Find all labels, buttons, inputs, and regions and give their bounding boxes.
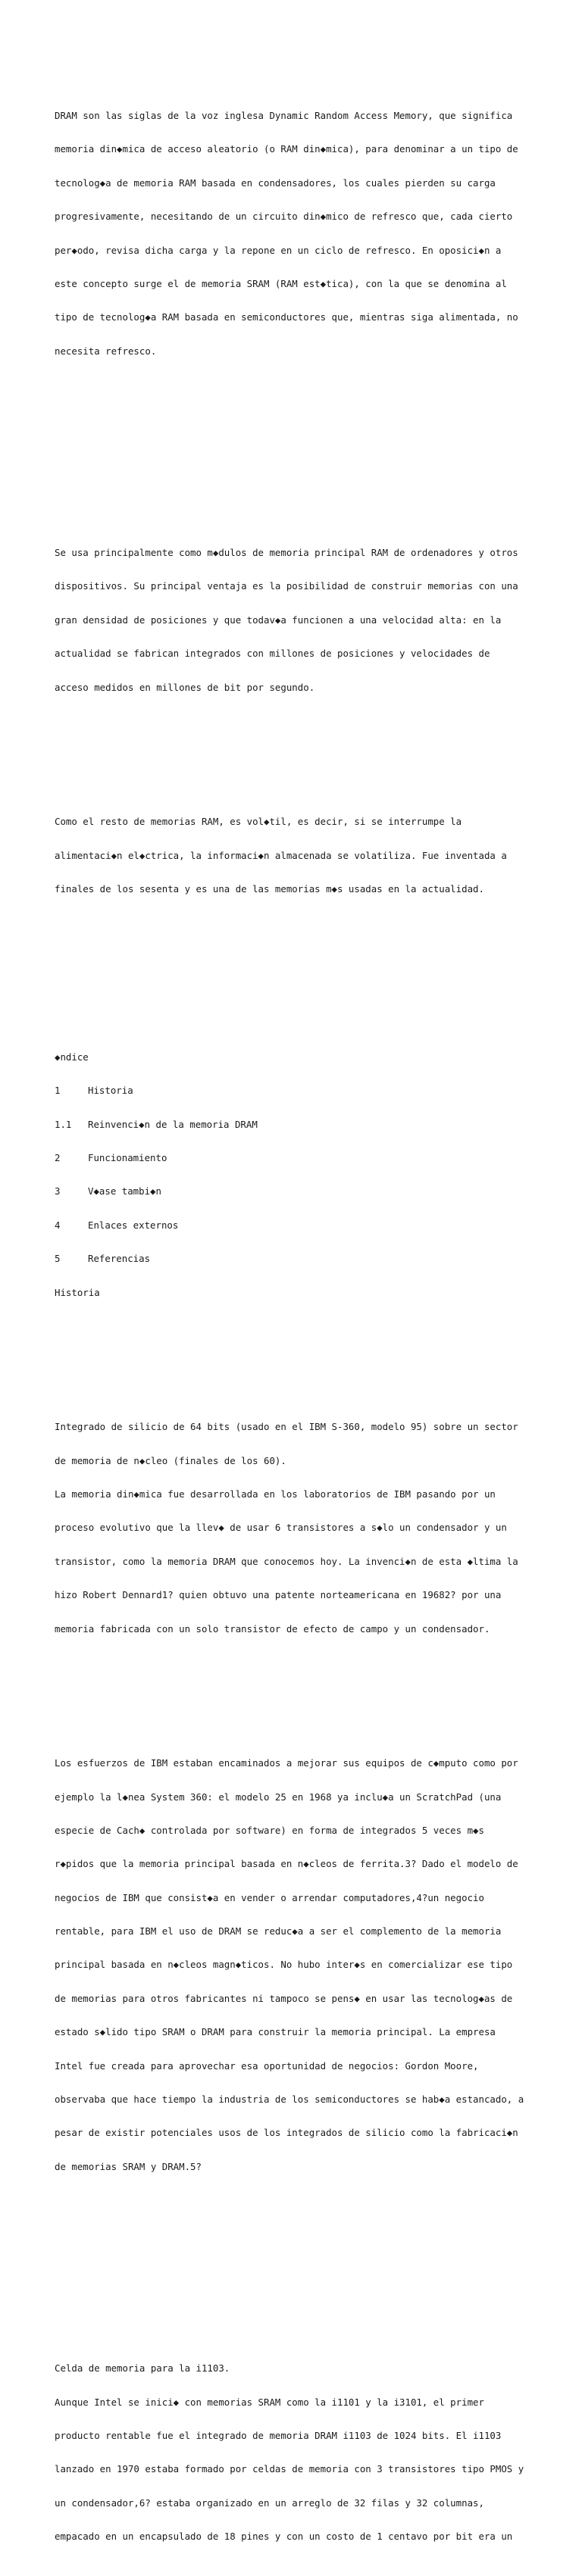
text-line: lanzado en 1970 estaba formado por celdas de memoria con 3 transistores tipo PMOS y bbox=[55, 2463, 524, 2475]
toc-title: ◆ndice bbox=[55, 1051, 89, 1063]
text-line: empacado en un encapsulado de 18 pines y con un costo de 1 centavo por bit era un bbox=[55, 2531, 513, 2543]
text-line: dispositivos. Su principal ventaja es la posibilidad de construir memorias con una bbox=[55, 580, 518, 592]
text-line: memoria fabricada con un solo transistor de efecto de campo y un condensador. bbox=[55, 1622, 490, 1635]
text-line: principal basada en n◆cleos magn◆ticos. No hubo inter◆s en comercializar ese tipo bbox=[55, 1959, 513, 1971]
text-line: de memorias para otros fabricantes ni tampoco se pens◆ en usar las tecnolog◆as de bbox=[55, 1992, 513, 2004]
toc-number: 1.1 bbox=[55, 1118, 72, 1130]
paragraph-usage bbox=[55, 525, 540, 716]
paragraph-history-intel bbox=[55, 2341, 540, 2565]
text-line: gran densidad de posiciones y que todav◆a funcionen a una velocidad alta: en la bbox=[55, 614, 502, 626]
paragraph-history-origin bbox=[55, 1400, 540, 1657]
text-line: r◆pidos que la memoria principal basada en n◆cleos de ferrita.3? Dado el modelo de bbox=[55, 1858, 518, 1870]
text-line: Aunque Intel se inici◆ con memorias SRAM como la i1101 y la i3101, el primer bbox=[55, 2396, 484, 2408]
toc-label: V◆ase tambi◆n bbox=[88, 1185, 161, 1197]
text-line: Intel fue creada para aprovechar esa oportunidad de negocios: Gordon Moore, bbox=[55, 2059, 479, 2072]
text-line: pesar de existir potenciales usos de los integrados de silicio como la fabricaci◆n bbox=[55, 2127, 518, 2139]
text-line: Integrado de silicio de 64 bits (usado en el IBM S-360, modelo 95) sobre un sector bbox=[55, 1421, 518, 1433]
toc-number: 2 bbox=[55, 1152, 61, 1164]
toc-label: Referencias bbox=[88, 1253, 151, 1265]
toc-number: 5 bbox=[55, 1253, 61, 1265]
text-line: progresivamente, necesitando de un circuito din◆mico de refresco que, cada cierto bbox=[55, 211, 513, 223]
text-line: este concepto surge el de memoria SRAM (RAM est◆tica), con la que se denomina al bbox=[55, 277, 507, 289]
paragraph-history-ibm bbox=[55, 1736, 540, 2196]
text-line: necesita refresco. bbox=[55, 345, 157, 357]
text-line: Como el resto de memorias RAM, es vol◆til, es decir, si se interrumpe la bbox=[55, 816, 462, 828]
text-line: ejemplo la l◆nea System 360: el modelo 25 en 1968 ya inclu◆a un ScratchPad (una bbox=[55, 1791, 502, 1803]
paragraph-volatility bbox=[55, 795, 540, 918]
text-line: rentable, para IBM el uso de DRAM se reduc◆a a ser el complemento de la memoria bbox=[55, 1925, 502, 1937]
toc-number: 3 bbox=[55, 1185, 61, 1197]
toc-item bbox=[55, 1119, 540, 1131]
text-line: producto rentable fue el integrado de memoria DRAM i1103 de 1024 bits. El i1103 bbox=[55, 2429, 502, 2441]
text-line: transistor, como la memoria DRAM que conocemos hoy. La invenci◆n de esta ◆ltima la bbox=[55, 1555, 518, 1567]
text-line: acceso medidos en millones de bit por segundo. bbox=[55, 681, 315, 693]
toc-item bbox=[55, 1254, 540, 1265]
text-line: observaba que hace tiempo la industria de los semiconductores se hab◆a estancado, a bbox=[55, 2094, 524, 2106]
text-line: hizo Robert Dennard1? quien obtuvo una patente norteamericana en 19682? por una bbox=[55, 1589, 502, 1601]
text-line: DRAM son las siglas de la voz inglesa Dynamic Random Access Memory, que significa bbox=[55, 109, 513, 121]
text-line: per◆odo, revisa dicha carga y la repone en un ciclo de refresco. En oposici◆n a bbox=[55, 244, 502, 256]
text-line: actualidad se fabrican integrados con millones de posiciones y velocidades de bbox=[55, 648, 490, 660]
section-heading-historia: Historia bbox=[55, 1286, 100, 1298]
text-line: tecnolog◆a de memoria RAM basada en condensadores, los cuales pierden su carga bbox=[55, 176, 496, 189]
text-line: de memoria de n◆cleo (finales de los 60). bbox=[55, 1454, 286, 1466]
text-line: de memorias SRAM y DRAM.5? bbox=[55, 2160, 202, 2172]
text-line: La memoria din◆mica fue desarrollada en los laboratorios de IBM pasando por un bbox=[55, 1488, 496, 1500]
toc-number: 1 bbox=[55, 1085, 61, 1097]
toc-item bbox=[55, 1220, 540, 1232]
paragraph-intro bbox=[55, 88, 540, 379]
text-line: finales de los sesenta y es una de las memorias m◆s usadas en la actualidad. bbox=[55, 882, 484, 895]
text-line: Celda de memoria para la i1103. bbox=[55, 2362, 230, 2375]
text-line: Los esfuerzos de IBM estaban encaminados a mejorar sus equipos de c◆mputo como por bbox=[55, 1757, 518, 1769]
text-line: alimentaci◆n el◆ctrica, la informaci◆n almacenada se volatiliza. Fue inventada a bbox=[55, 849, 507, 861]
toc-item bbox=[55, 1186, 540, 1197]
text-line: tipo de tecnolog◆a RAM basada en semiconductores que, mientras siga alimentada, no bbox=[55, 311, 518, 323]
toc-label: Enlaces externos bbox=[88, 1219, 179, 1231]
toc-number: 4 bbox=[55, 1219, 61, 1231]
text-line: negocios de IBM que consist◆a en vender o arrendar computadores,4?un negocio bbox=[55, 1891, 484, 1903]
text-line: memoria din◆mica de acceso aleatorio (o RAM din◆mica), para denominar a un tipo de bbox=[55, 143, 518, 155]
text-line: estado s◆lido tipo SRAM o DRAM para construir la memoria principal. La empresa bbox=[55, 2026, 496, 2038]
document-page bbox=[55, 55, 540, 2576]
toc-item bbox=[55, 1153, 540, 1164]
toc-label: Reinvenci◆n de la memoria DRAM bbox=[88, 1118, 258, 1130]
text-line: Se usa principalmente como m◆dulos de memoria principal RAM de ordenadores y otros bbox=[55, 547, 518, 559]
table-of-contents bbox=[55, 1029, 540, 1321]
toc-label: Funcionamiento bbox=[88, 1152, 167, 1164]
toc-label: Historia bbox=[88, 1085, 133, 1097]
text-line: un condensador,6? estaba organizado en un arreglo de 32 filas y 32 columnas, bbox=[55, 2496, 484, 2509]
text-line: especie de Cach◆ controlada por software) en forma de integrados 5 veces m◆s bbox=[55, 1824, 484, 1836]
text-line: proceso evolutivo que la llev◆ de usar 6 transistores a s◆lo un condensador y un bbox=[55, 1522, 507, 1534]
toc-item bbox=[55, 1085, 540, 1097]
